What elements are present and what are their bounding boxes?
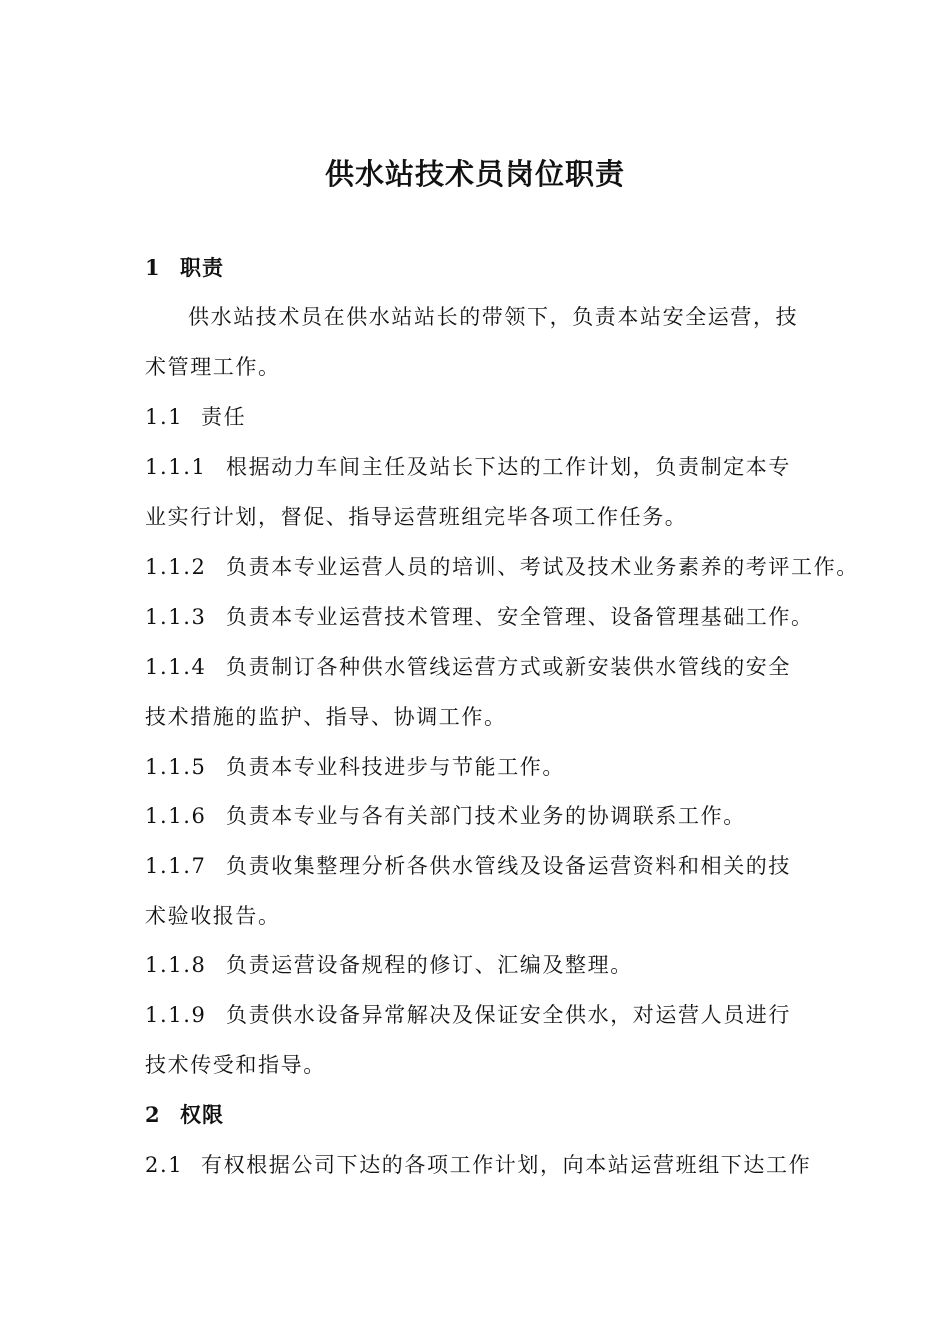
section-1-heading xyxy=(145,253,805,283)
item-1-1-6 xyxy=(145,801,805,831)
item-1-1-7 xyxy=(145,851,805,881)
item-number: 1.1.2 xyxy=(145,555,207,579)
section-title: 职责 xyxy=(180,255,224,280)
intro-line-1: 供水站技术员在供水站站长的带领下，负责本站安全运营，技 xyxy=(188,305,799,329)
item-2-1 xyxy=(145,1150,812,1180)
section-2-heading xyxy=(145,1100,805,1130)
item-1-1-5 xyxy=(145,752,805,782)
subsection-number: 1.1 xyxy=(145,405,184,429)
section-number: 2 xyxy=(145,1102,161,1127)
item-text: 负责收集整理分析各供水管线及设备运营资料和相关的技 xyxy=(226,854,791,878)
item-number: 1.1.9 xyxy=(145,1003,207,1027)
item-text: 负责本专业科技进步与节能工作。 xyxy=(226,755,565,779)
item-text: 负责本专业与各有关部门技术业务的协调联系工作。 xyxy=(226,804,746,828)
item-1-1-7-cont: 术验收报告。 xyxy=(145,904,281,928)
item-1-1-8 xyxy=(145,950,805,980)
item-number: 1.1.3 xyxy=(145,605,207,629)
item-number: 1.1.5 xyxy=(145,755,207,779)
item-text: 负责本专业运营人员的培训、考试及技术业务素养的考评工作。 xyxy=(226,555,859,579)
item-number: 1.1.1 xyxy=(145,455,207,479)
subsection-title: 责任 xyxy=(201,405,247,429)
item-1-1-9-cont: 技术传受和指导。 xyxy=(145,1053,326,1077)
item-number: 1.1.4 xyxy=(145,655,207,679)
item-1-1-4-cont: 技术措施的监护、指导、协调工作。 xyxy=(145,705,507,729)
item-1-1-4 xyxy=(145,652,805,682)
item-1-1-1-cont: 业实行计划，督促、指导运营班组完毕各项工作任务。 xyxy=(145,505,688,529)
document-title: 供水站技术员岗位职责 xyxy=(324,157,625,191)
item-number: 1.1.7 xyxy=(145,854,207,878)
item-text: 负责运营设备规程的修订、汇编及整理。 xyxy=(226,953,633,977)
item-text: 根据动力车间主任及站长下达的工作计划，负责制定本专 xyxy=(226,455,791,479)
item-1-1-2 xyxy=(145,552,859,582)
item-number: 1.1.8 xyxy=(145,953,207,977)
item-1-1-3 xyxy=(145,602,814,632)
subsection-1-1-heading xyxy=(145,402,805,432)
section-number: 1 xyxy=(145,255,161,280)
item-number: 1.1.6 xyxy=(145,804,207,828)
item-text: 有权根据公司下达的各项工作计划，向本站运营班组下达工作 xyxy=(201,1153,812,1177)
intro-line-2: 术管理工作。 xyxy=(145,355,281,379)
item-1-1-9 xyxy=(145,1000,805,1030)
item-text: 负责本专业运营技术管理、安全管理、设备管理基础工作。 xyxy=(226,605,814,629)
item-text: 负责制订各种供水管线运营方式或新安装供水管线的安全 xyxy=(226,655,791,679)
item-number: 2.1 xyxy=(145,1153,184,1177)
section-title: 权限 xyxy=(180,1102,224,1127)
item-text: 负责供水设备异常解决及保证安全供水，对运营人员进行 xyxy=(226,1003,791,1027)
item-1-1-1 xyxy=(145,452,805,482)
